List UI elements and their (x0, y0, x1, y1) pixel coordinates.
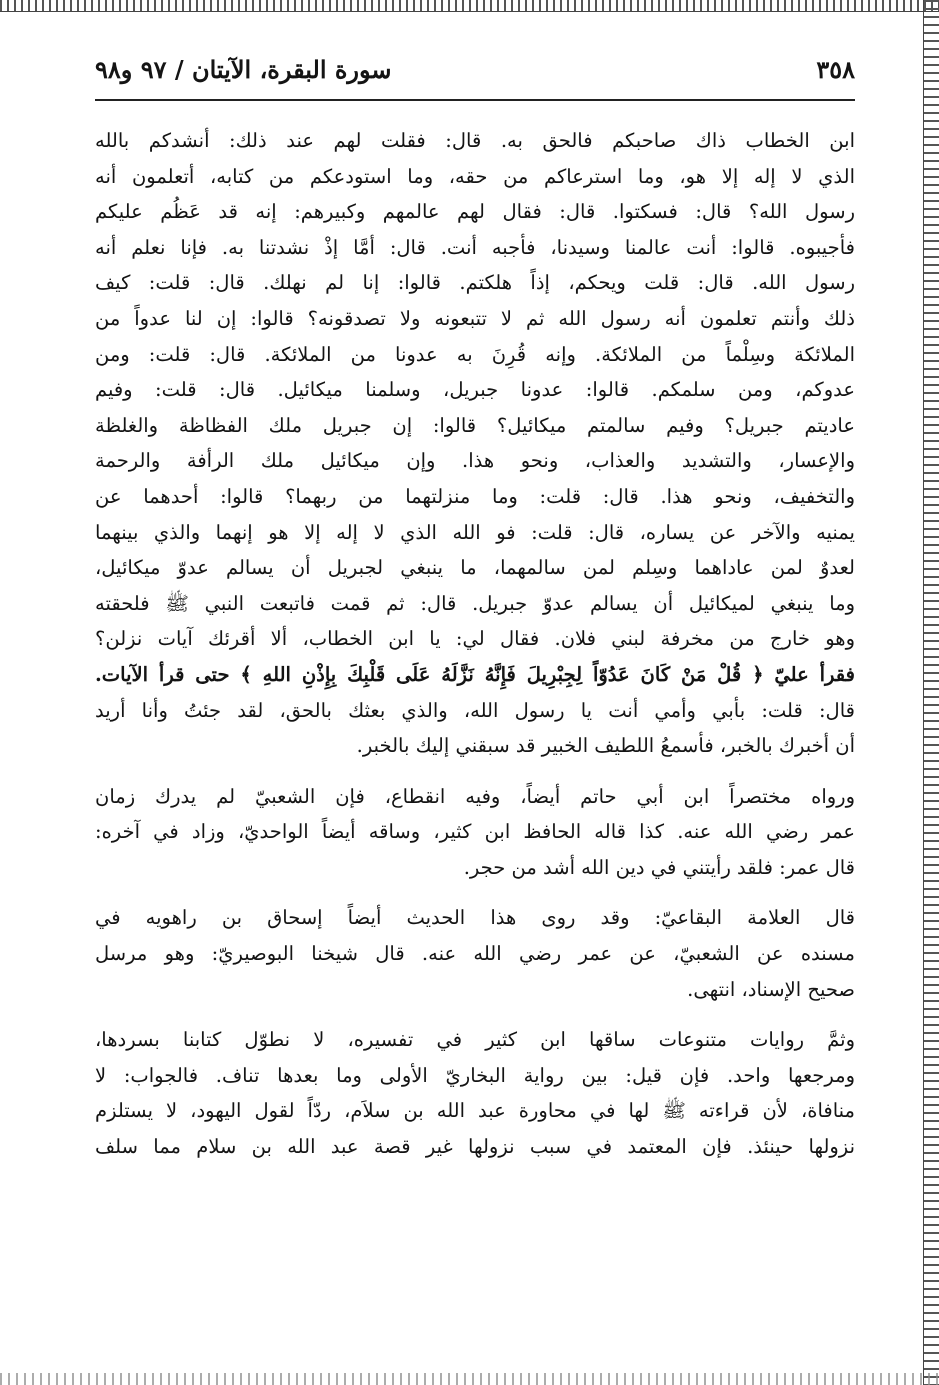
decorative-border-top (0, 0, 939, 12)
decorative-border-bottom (0, 1373, 939, 1385)
text-line: عدوكم، ومن سلمكم. قالوا: عدونا جبريل، وسلمنا ميكائيل. قال: قلت: وفيم (95, 378, 855, 402)
text-line: وما ينبغي لميكائيل أن يسالم عدوّ جبريل. قال: ثم قمت فاتبعت النبي ﷺ فلحقته (95, 591, 855, 615)
text-line: قال: قلت: بأبي وأمي أنت يا رسول الله، والذي بعثك بالحق، لقد جئتُ وأنا أريد (95, 698, 855, 722)
text-line: عاديتم جبريل؟ وفيم سالمتم ميكائيل؟ قالوا: إن جبريل ملك الفظاظة والغلظة (95, 413, 855, 437)
paragraph-2 (95, 779, 855, 886)
text-line: ذلك وأنتم تعلمون أنه رسول الله ثم لا تتبعونه ولا تصدقونه؟ قالوا: إن لنا عدواً من (95, 306, 855, 330)
text-line: ومرجعها واحد. فإن قيل: بين رواية البخاريّ الأولى وما بعدها تناف. فالجواب: لا (95, 1063, 855, 1087)
text-line: عمر رضي الله عنه. كذا قاله الحافظ ابن كثير، وساقه أيضاً الواحديّ، وزاد في آخره: (95, 820, 855, 844)
text-line: رسول الله. قال: قلت ويحكم، إذاً هلكتم. قالوا: إنا لم نهلك. قال: قلت: كيف (95, 271, 855, 295)
text-line: أن أخبرك بالخبر، فأسمعُ اللطيف الخبير قد سبقني إليك بالخبر. (356, 734, 855, 758)
text-line: والإعسار، والتشديد والعذاب، ونحو هذا. وإن ميكائيل ملك الرأفة والرحمة (95, 449, 855, 473)
text-line: الذي لا إله إلا هو، وما استرعاكم من حقه، وما استودعكم من كتابه، أتعلمون أنه (95, 164, 855, 188)
quran-verse-line: فقرأ عليّ ﴿ قُلْ مَنْ كَانَ عَدُوّاً لِجِبْرِيلَ فَإِنَّهُ نَزَّلَهُ عَلَى قَلْبِكَ بِإِذْنِ اللهِ ﴾ حتى قرأ الآيات. (95, 662, 855, 686)
text-line: ابن الخطاب ذاك صاحبكم فالحق به. قال: فقلت لهم عند ذلك: أنشدكم بالله (95, 129, 855, 152)
text-line: والتخفيف، ونحو هذا. قال: قلت: وما منزلتهما من ربهما؟ قالوا: أحدهما عن (95, 484, 855, 508)
book-page (95, 55, 855, 1165)
text-line: وثمَّ روايات متنوعات ساقها ابن كثير في تفسيره، لا نطوّل كتابنا بسردها، (95, 1028, 855, 1052)
running-title: سورة البقرة، الآيتان / ٩٧ و٩٨ (95, 55, 392, 84)
text-line: قال عمر: فلقد رأيتني في دين الله أشد من حجر. (463, 855, 855, 879)
text-line: الملائكة وسِلْماً من الملائكة. وإنه قُرِنَ به عدونا من الملائكة. قال: قلت: ومن (95, 342, 855, 366)
text-line: منافاة، لأن قراءته ﷺ لها في محاورة عبد الله بن سلاَم، ردّاً لقول اليهود، لا يستلزم (95, 1099, 855, 1123)
paragraph-1 (95, 123, 855, 764)
text-line: لعدوٌ لمن عاداهما وسِلم لمن سالمهما، ما ينبغي لجبريل أن يسالم عدوّ ميكائيل، (95, 556, 855, 580)
body-text (95, 123, 855, 1165)
text-line: فأجيبوه. قالوا: أنت عالمنا وسيدنا، فأجبه أنت. قال: أمَّا إذْ نشدتنا به. فإنا نعلم أنه (95, 235, 855, 259)
text-line: رسول الله؟ قال: فسكتوا. قال: فقال لهم عالمهم وكبيرهم: إنه قد عَظُم عليكم (95, 200, 855, 224)
page-number: ٣٥٨ (816, 55, 855, 84)
text-line: ورواه مختصراً ابن أبي حاتم أيضاً، وفيه انقطاع، فإن الشعبيّ لم يدرك زمان (95, 784, 855, 808)
text-line: مسنده عن الشعبيّ، عن عمر رضي الله عنه. قال شيخنا البوصيريّ: وهو مرسل (95, 942, 855, 966)
text-line: يمنيه والآخر عن يساره، قال: قلت: فو الله الذي لا إله إلا هو إنهما والذي بينهما (95, 520, 855, 544)
text-line: نزولها حينئذ. فإن المعتمد في سبب نزولها غير قصة عبد الله بن سلام مما سلف (95, 1135, 855, 1159)
paragraph-4 (95, 1022, 855, 1164)
paragraph-3 (95, 900, 855, 1007)
running-header (95, 55, 855, 101)
decorative-border-right (923, 0, 939, 1385)
text-line: قال العلامة البقاعيّ: وقد روى هذا الحديث أيضاً إسحاق بن راهويه في (95, 906, 855, 930)
text-line: صحيح الإسناد، انتهى. (687, 977, 855, 1001)
text-line: وهو خارج من مخرفة لبني فلان. فقال لي: يا ابن الخطاب، ألا أقرئك آيات نزلن؟ (95, 627, 855, 651)
